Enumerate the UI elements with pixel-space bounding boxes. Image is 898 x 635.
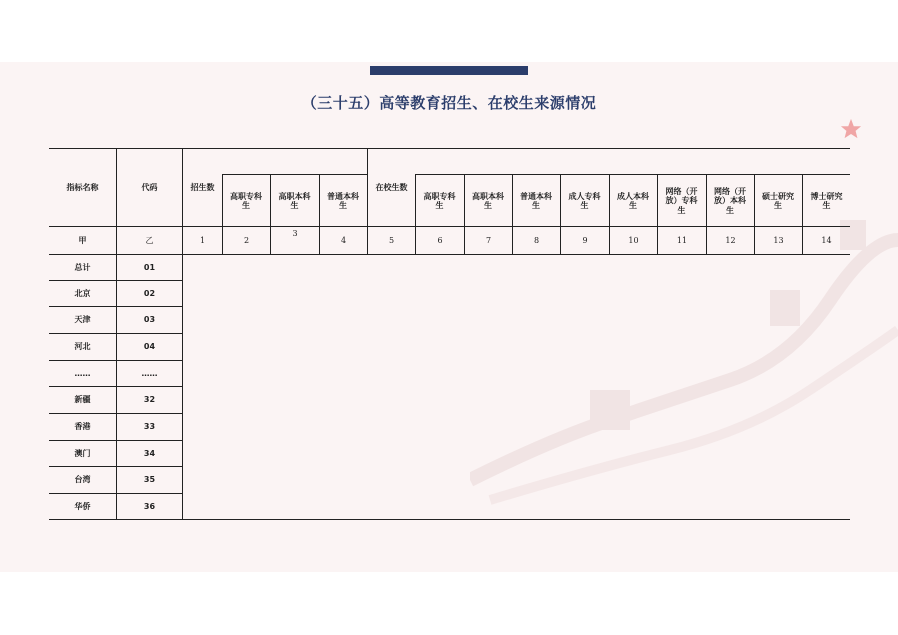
row-name: 新疆 [74,395,91,405]
row-name: 总计 [74,262,91,272]
row-name: 北京 [74,288,91,298]
index-col-9: 9 [582,235,588,245]
row-code: 33 [143,422,156,432]
row-name: 香港 [74,422,91,432]
index-col-5: 5 [388,235,395,245]
index-code: 乙 [145,235,154,245]
row-code: 02 [143,288,156,298]
header-inschool-sub-7: 网络（开放）本科生 [714,187,746,215]
header-inschool-sub-4: 成人专科生 [568,191,601,210]
row-name: 天津 [74,315,91,325]
index-col-3: 3 [292,229,298,239]
row-name: 台湾 [74,475,91,485]
index-col-10: 10 [628,235,639,245]
row-code: 35 [143,475,156,485]
index-col-7: 7 [485,235,492,245]
header-inschool-sub-9: 博士研究生 [810,191,843,210]
header-inschool-sub-5: 成人本科生 [617,191,649,210]
row-name: 澳门 [74,448,91,458]
row-code: 36 [143,501,156,511]
index-col-14: 14 [821,235,832,245]
index-col-12: 12 [725,235,736,245]
row-name: 华侨 [74,501,91,511]
index-col-11: 11 [676,235,688,245]
row-code: 03 [143,315,156,325]
header-inschool-sub-2: 高职本科生 [472,191,504,210]
row-name: …… [74,368,91,378]
header-code: 代码 [141,182,158,192]
header-inschool-sub-8: 硕士研究生 [762,191,794,210]
header-enroll-sub-1: 高职专科生 [230,191,262,210]
index-col-1: 1 [199,235,206,245]
header-inschool-sub-6: 网络（开放）专科生 [665,187,698,215]
index-name: 甲 [78,235,87,245]
index-col-6: 6 [437,235,443,245]
row-code: 34 [143,448,156,458]
row-code: 01 [143,262,156,272]
header-enroll-sub-2: 高职本科生 [278,191,311,210]
header-enrollment: 招生数 [190,182,215,192]
header-inschool-sub-1: 高职专科生 [423,191,456,210]
header-in-school: 在校生数 [375,182,408,192]
header-indicator-name: 指标名称 [66,182,99,192]
header-enroll-sub-3: 普通本科生 [327,191,359,210]
index-col-13: 13 [773,235,784,245]
index-col-4: 4 [340,235,347,245]
row-code: …… [141,368,158,378]
row-code: 04 [143,342,156,352]
page-title: （三十五）高等教育招生、在校生来源情况 [301,94,597,112]
index-col-2: 2 [243,235,250,245]
index-col-8: 8 [533,235,540,245]
row-code: 32 [143,395,156,405]
header-inschool-sub-3: 普通本科生 [520,191,552,210]
row-name: 河北 [74,342,91,352]
